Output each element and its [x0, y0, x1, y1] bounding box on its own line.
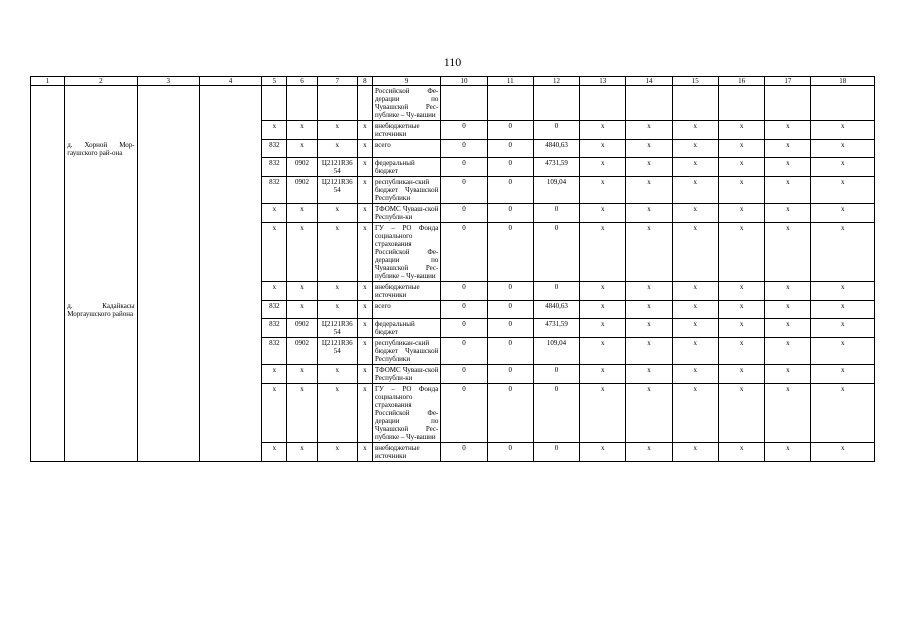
table-cell: x [672, 158, 718, 177]
amount-cell: 0 [533, 384, 579, 443]
table-cell: x [357, 365, 372, 384]
table-cell: 0 [441, 365, 487, 384]
table-cell [487, 86, 533, 121]
table-cell [672, 86, 718, 121]
table-cell: x [718, 443, 764, 462]
table-cell: x [580, 282, 626, 301]
table-cell: x [626, 338, 672, 365]
table-cell: x [262, 443, 287, 462]
table-cell: x [672, 223, 718, 282]
table-cell: 832 [262, 301, 287, 319]
empty-cell [199, 338, 261, 365]
funding-source-cell: федеральный бюджет [372, 158, 440, 177]
table-cell [317, 86, 357, 121]
table-cell: 0 [441, 140, 487, 158]
table-cell: 832 [262, 158, 287, 177]
table-row [31, 282, 875, 301]
funding-source-cell: республикан-ский бюджет Чувашской Республики [372, 177, 440, 204]
table-cell: x [357, 121, 372, 140]
table-cell: 0 [487, 121, 533, 140]
table-cell: x [580, 204, 626, 223]
table-cell: 832 [262, 319, 287, 338]
table-cell: x [580, 223, 626, 282]
table-cell: x [765, 140, 811, 158]
column-number-cell: 17 [765, 77, 811, 86]
table-cell: x [626, 121, 672, 140]
table-cell: 0 [441, 443, 487, 462]
amount-cell: 4731,59 [533, 319, 579, 338]
table-cell: Ц2121R36 54 [317, 177, 357, 204]
table-cell: x [672, 365, 718, 384]
empty-cell [137, 384, 199, 443]
table-cell: 0902 [287, 319, 317, 338]
empty-cell [137, 443, 199, 462]
table-cell: x [718, 140, 764, 158]
empty-cell [137, 338, 199, 365]
table-row [31, 338, 875, 365]
table-cell: 0 [487, 301, 533, 319]
table-cell: x [811, 158, 875, 177]
table-cell: x [287, 384, 317, 443]
column-number-cell: 8 [357, 77, 372, 86]
table-cell: x [287, 140, 317, 158]
table-cell: 0902 [287, 158, 317, 177]
table-cell: x [580, 121, 626, 140]
table-cell: 0 [441, 282, 487, 301]
table-cell: x [765, 338, 811, 365]
table-cell: x [357, 282, 372, 301]
table-row [31, 177, 875, 204]
table-row [31, 158, 875, 177]
table-cell: 0 [487, 158, 533, 177]
empty-cell [31, 140, 65, 158]
table-cell: x [580, 301, 626, 319]
table-cell: x [580, 443, 626, 462]
table-cell: 832 [262, 140, 287, 158]
table-cell: x [580, 177, 626, 204]
table-cell: x [357, 301, 372, 319]
empty-cell [31, 223, 65, 282]
amount-cell: 0 [533, 282, 579, 301]
table-cell: x [626, 158, 672, 177]
amount-cell: 0 [533, 443, 579, 462]
locality-cell [65, 365, 137, 384]
empty-cell [137, 282, 199, 301]
empty-cell [31, 301, 65, 319]
funding-source-cell: всего [372, 140, 440, 158]
table-cell: x [672, 301, 718, 319]
table-cell: x [580, 365, 626, 384]
empty-cell [31, 338, 65, 365]
table-cell: x [672, 443, 718, 462]
table-cell: x [672, 121, 718, 140]
table-cell: x [765, 365, 811, 384]
empty-cell [137, 140, 199, 158]
table-cell: x [718, 301, 764, 319]
table-cell: x [718, 319, 764, 338]
table-cell: x [262, 384, 287, 443]
table-cell: x [718, 121, 764, 140]
empty-cell [137, 158, 199, 177]
table-cell: 0 [487, 282, 533, 301]
table-cell: x [718, 204, 764, 223]
funding-source-cell: внебюджетные источники [372, 121, 440, 140]
locality-cell [65, 177, 137, 204]
table-cell: x [317, 140, 357, 158]
table-cell: 0 [441, 204, 487, 223]
table-cell: x [357, 158, 372, 177]
table-cell: x [811, 365, 875, 384]
empty-cell [31, 204, 65, 223]
table-cell: x [317, 204, 357, 223]
empty-cell [31, 443, 65, 462]
empty-cell [31, 282, 65, 301]
empty-cell [199, 282, 261, 301]
locality-cell [65, 338, 137, 365]
table-cell: 0 [487, 365, 533, 384]
empty-cell [199, 384, 261, 443]
column-number-cell: 7 [317, 77, 357, 86]
table-cell: 0 [487, 319, 533, 338]
table-cell: 0 [487, 443, 533, 462]
table-cell: x [287, 365, 317, 384]
table-cell: x [287, 282, 317, 301]
table-cell: 0 [441, 158, 487, 177]
table-cell: x [811, 204, 875, 223]
column-number-cell: 9 [372, 77, 440, 86]
table-cell: x [262, 365, 287, 384]
table-cell [765, 86, 811, 121]
empty-cell [137, 204, 199, 223]
amount-cell: 0 [533, 121, 579, 140]
empty-cell [31, 177, 65, 204]
table-cell: x [317, 121, 357, 140]
table-cell: x [262, 121, 287, 140]
table-cell [580, 86, 626, 121]
locality-cell: д. Хорной Мор-гаушского рай-она [65, 140, 137, 158]
funding-source-cell: внебюджетные источники [372, 443, 440, 462]
column-number-cell: 16 [718, 77, 764, 86]
table-cell: x [317, 384, 357, 443]
table-cell: 0902 [287, 177, 317, 204]
table-row [31, 443, 875, 462]
empty-cell [137, 223, 199, 282]
table-cell: x [765, 158, 811, 177]
empty-cell [199, 177, 261, 204]
empty-cell [199, 223, 261, 282]
table-cell: 832 [262, 338, 287, 365]
table-cell: x [287, 121, 317, 140]
table-cell: Ц2121R36 54 [317, 338, 357, 365]
table-cell: x [718, 177, 764, 204]
table-row [31, 365, 875, 384]
table-cell: x [811, 223, 875, 282]
column-number-cell: 10 [441, 77, 487, 86]
table-cell: 0 [441, 338, 487, 365]
table-cell: x [317, 365, 357, 384]
locality-cell [65, 223, 137, 282]
empty-cell [199, 301, 261, 319]
table-cell: x [262, 223, 287, 282]
column-number-cell: 15 [672, 77, 718, 86]
table-cell: 0 [441, 301, 487, 319]
amount-cell: 4840,63 [533, 301, 579, 319]
table-cell: 0 [487, 338, 533, 365]
table-cell: x [317, 223, 357, 282]
table-cell: x [811, 338, 875, 365]
table-cell: 0 [441, 121, 487, 140]
table-cell: x [811, 177, 875, 204]
locality-cell [65, 158, 137, 177]
table-cell: x [811, 384, 875, 443]
empty-cell [199, 86, 261, 121]
amount-cell: 109,04 [533, 177, 579, 204]
column-number-cell: 14 [626, 77, 672, 86]
table-cell [718, 86, 764, 121]
table-cell: x [626, 223, 672, 282]
table-cell: x [317, 301, 357, 319]
table-cell [262, 86, 287, 121]
empty-cell [199, 140, 261, 158]
table-cell: x [626, 204, 672, 223]
table-cell: x [811, 121, 875, 140]
column-number-cell: 18 [811, 77, 875, 86]
table-cell: 0 [487, 384, 533, 443]
empty-cell [199, 319, 261, 338]
column-number-cell: 6 [287, 77, 317, 86]
table-row [31, 140, 875, 158]
table-cell: x [672, 177, 718, 204]
table-cell: x [811, 319, 875, 338]
empty-cell [137, 86, 199, 121]
table-cell: x [765, 301, 811, 319]
empty-cell [199, 158, 261, 177]
page-number: 110 [443, 55, 462, 69]
table-cell: x [626, 177, 672, 204]
table-cell: 0 [441, 384, 487, 443]
funding-source-cell: ГУ – РО Фонда социального страхования Российской Фе-дерации по Чувашской Рес-публике – Чу-вашии [372, 223, 440, 282]
table-cell: x [317, 282, 357, 301]
table-cell: x [626, 319, 672, 338]
table-cell [357, 86, 372, 121]
table-cell: x [672, 384, 718, 443]
table-cell: x [672, 338, 718, 365]
table-cell: x [626, 443, 672, 462]
table-row [31, 204, 875, 223]
table-row [31, 301, 875, 319]
table-cell: x [357, 338, 372, 365]
table-cell: x [357, 319, 372, 338]
locality-cell [65, 443, 137, 462]
table-cell: 0 [487, 204, 533, 223]
empty-cell [31, 158, 65, 177]
table-cell: x [580, 158, 626, 177]
table-cell: 0902 [287, 338, 317, 365]
table-cell: x [262, 282, 287, 301]
table-cell: x [718, 365, 764, 384]
column-number-cell: 2 [65, 77, 137, 86]
empty-cell [137, 121, 199, 140]
table-cell: x [718, 282, 764, 301]
empty-cell [31, 86, 65, 121]
empty-cell [137, 177, 199, 204]
table-cell: x [672, 204, 718, 223]
funding-source-cell: Российской Фе-дерации по Чувашской Рес-публике – Чу-вашии [372, 86, 440, 121]
table-cell: x [718, 338, 764, 365]
table-cell: x [580, 319, 626, 338]
table-cell [441, 86, 487, 121]
table-cell: 832 [262, 177, 287, 204]
table-cell: x [357, 204, 372, 223]
empty-cell [31, 121, 65, 140]
table-cell: x [287, 204, 317, 223]
column-number-cell: 5 [262, 77, 287, 86]
table-cell: x [765, 223, 811, 282]
table-cell: x [811, 282, 875, 301]
table-cell: Ц2121R36 54 [317, 158, 357, 177]
empty-cell [199, 204, 261, 223]
table-cell: x [287, 443, 317, 462]
column-number-cell: 3 [137, 77, 199, 86]
empty-cell [199, 121, 261, 140]
table-cell: x [262, 204, 287, 223]
table-cell: x [765, 443, 811, 462]
table-cell: x [357, 443, 372, 462]
locality-cell [65, 121, 137, 140]
table-cell [287, 86, 317, 121]
table-cell: x [626, 384, 672, 443]
table-cell: x [765, 282, 811, 301]
column-number-cell: 11 [487, 77, 533, 86]
table-row [31, 223, 875, 282]
locality-cell [65, 86, 137, 121]
empty-cell [137, 365, 199, 384]
empty-cell [199, 365, 261, 384]
funding-source-cell: федеральный бюджет [372, 319, 440, 338]
locality-cell [65, 282, 137, 301]
column-number-cell: 4 [199, 77, 261, 86]
table-cell: x [811, 443, 875, 462]
table-cell: x [626, 140, 672, 158]
table-cell: x [811, 140, 875, 158]
empty-cell [31, 384, 65, 443]
table-cell: x [672, 282, 718, 301]
budget-table [30, 76, 875, 462]
empty-cell [199, 443, 261, 462]
table-cell [811, 86, 875, 121]
amount-cell: 4840,63 [533, 140, 579, 158]
table-cell: x [287, 301, 317, 319]
empty-cell [31, 319, 65, 338]
table-cell: x [580, 338, 626, 365]
column-number-row [31, 77, 875, 86]
table-cell: x [357, 384, 372, 443]
table-cell: x [626, 282, 672, 301]
funding-source-cell: внебюджетные источники [372, 282, 440, 301]
table-cell: x [718, 223, 764, 282]
amount-cell: 0 [533, 365, 579, 384]
table-cell: x [626, 365, 672, 384]
funding-source-cell: ГУ – РО Фонда социального страхования Российской Фе-дерации по Чувашской Рес-публике – Чу-вашии [372, 384, 440, 443]
amount-cell: 109,04 [533, 338, 579, 365]
locality-cell [65, 319, 137, 338]
table-cell: x [672, 140, 718, 158]
table-cell: x [765, 121, 811, 140]
table-cell: Ц2121R36 54 [317, 319, 357, 338]
table-cell: 0 [441, 319, 487, 338]
table-row [31, 121, 875, 140]
funding-source-cell: ТФОМС Чуваш-ской Республи-ки [372, 204, 440, 223]
empty-cell [31, 365, 65, 384]
table-cell: x [357, 140, 372, 158]
table-cell: x [287, 223, 317, 282]
amount-cell: 0 [533, 223, 579, 282]
table-cell: x [718, 384, 764, 443]
locality-cell: д. Кадайкасы Моргаушского района [65, 301, 137, 319]
funding-source-cell: всего [372, 301, 440, 319]
column-number-cell: 1 [31, 77, 65, 86]
table-cell: 0 [487, 140, 533, 158]
column-number-cell: 12 [533, 77, 579, 86]
table-cell: x [765, 204, 811, 223]
empty-cell [137, 319, 199, 338]
table-cell: x [357, 177, 372, 204]
table-cell: x [672, 319, 718, 338]
table-row [31, 384, 875, 443]
table-cell: x [811, 301, 875, 319]
table-cell: x [357, 223, 372, 282]
table-cell: x [718, 158, 764, 177]
table-cell: 0 [487, 223, 533, 282]
table-cell: x [765, 319, 811, 338]
amount-cell [533, 86, 579, 121]
amount-cell: 0 [533, 204, 579, 223]
table-cell: x [765, 384, 811, 443]
table-cell: 0 [487, 177, 533, 204]
table-cell [626, 86, 672, 121]
funding-source-cell: республикан-ский бюджет Чувашской Республики [372, 338, 440, 365]
amount-cell: 4731,59 [533, 158, 579, 177]
table-row [31, 86, 875, 121]
funding-source-cell: ТФОМС Чуваш-ской Республи-ки [372, 365, 440, 384]
table-cell: x [765, 177, 811, 204]
column-number-cell: 13 [580, 77, 626, 86]
table-cell: 0 [441, 223, 487, 282]
table-cell: x [626, 301, 672, 319]
locality-cell [65, 204, 137, 223]
table-row [31, 319, 875, 338]
table-cell: x [580, 140, 626, 158]
table-cell: x [580, 384, 626, 443]
table-cell: 0 [441, 177, 487, 204]
locality-cell [65, 384, 137, 443]
table-cell: x [317, 443, 357, 462]
empty-cell [137, 301, 199, 319]
